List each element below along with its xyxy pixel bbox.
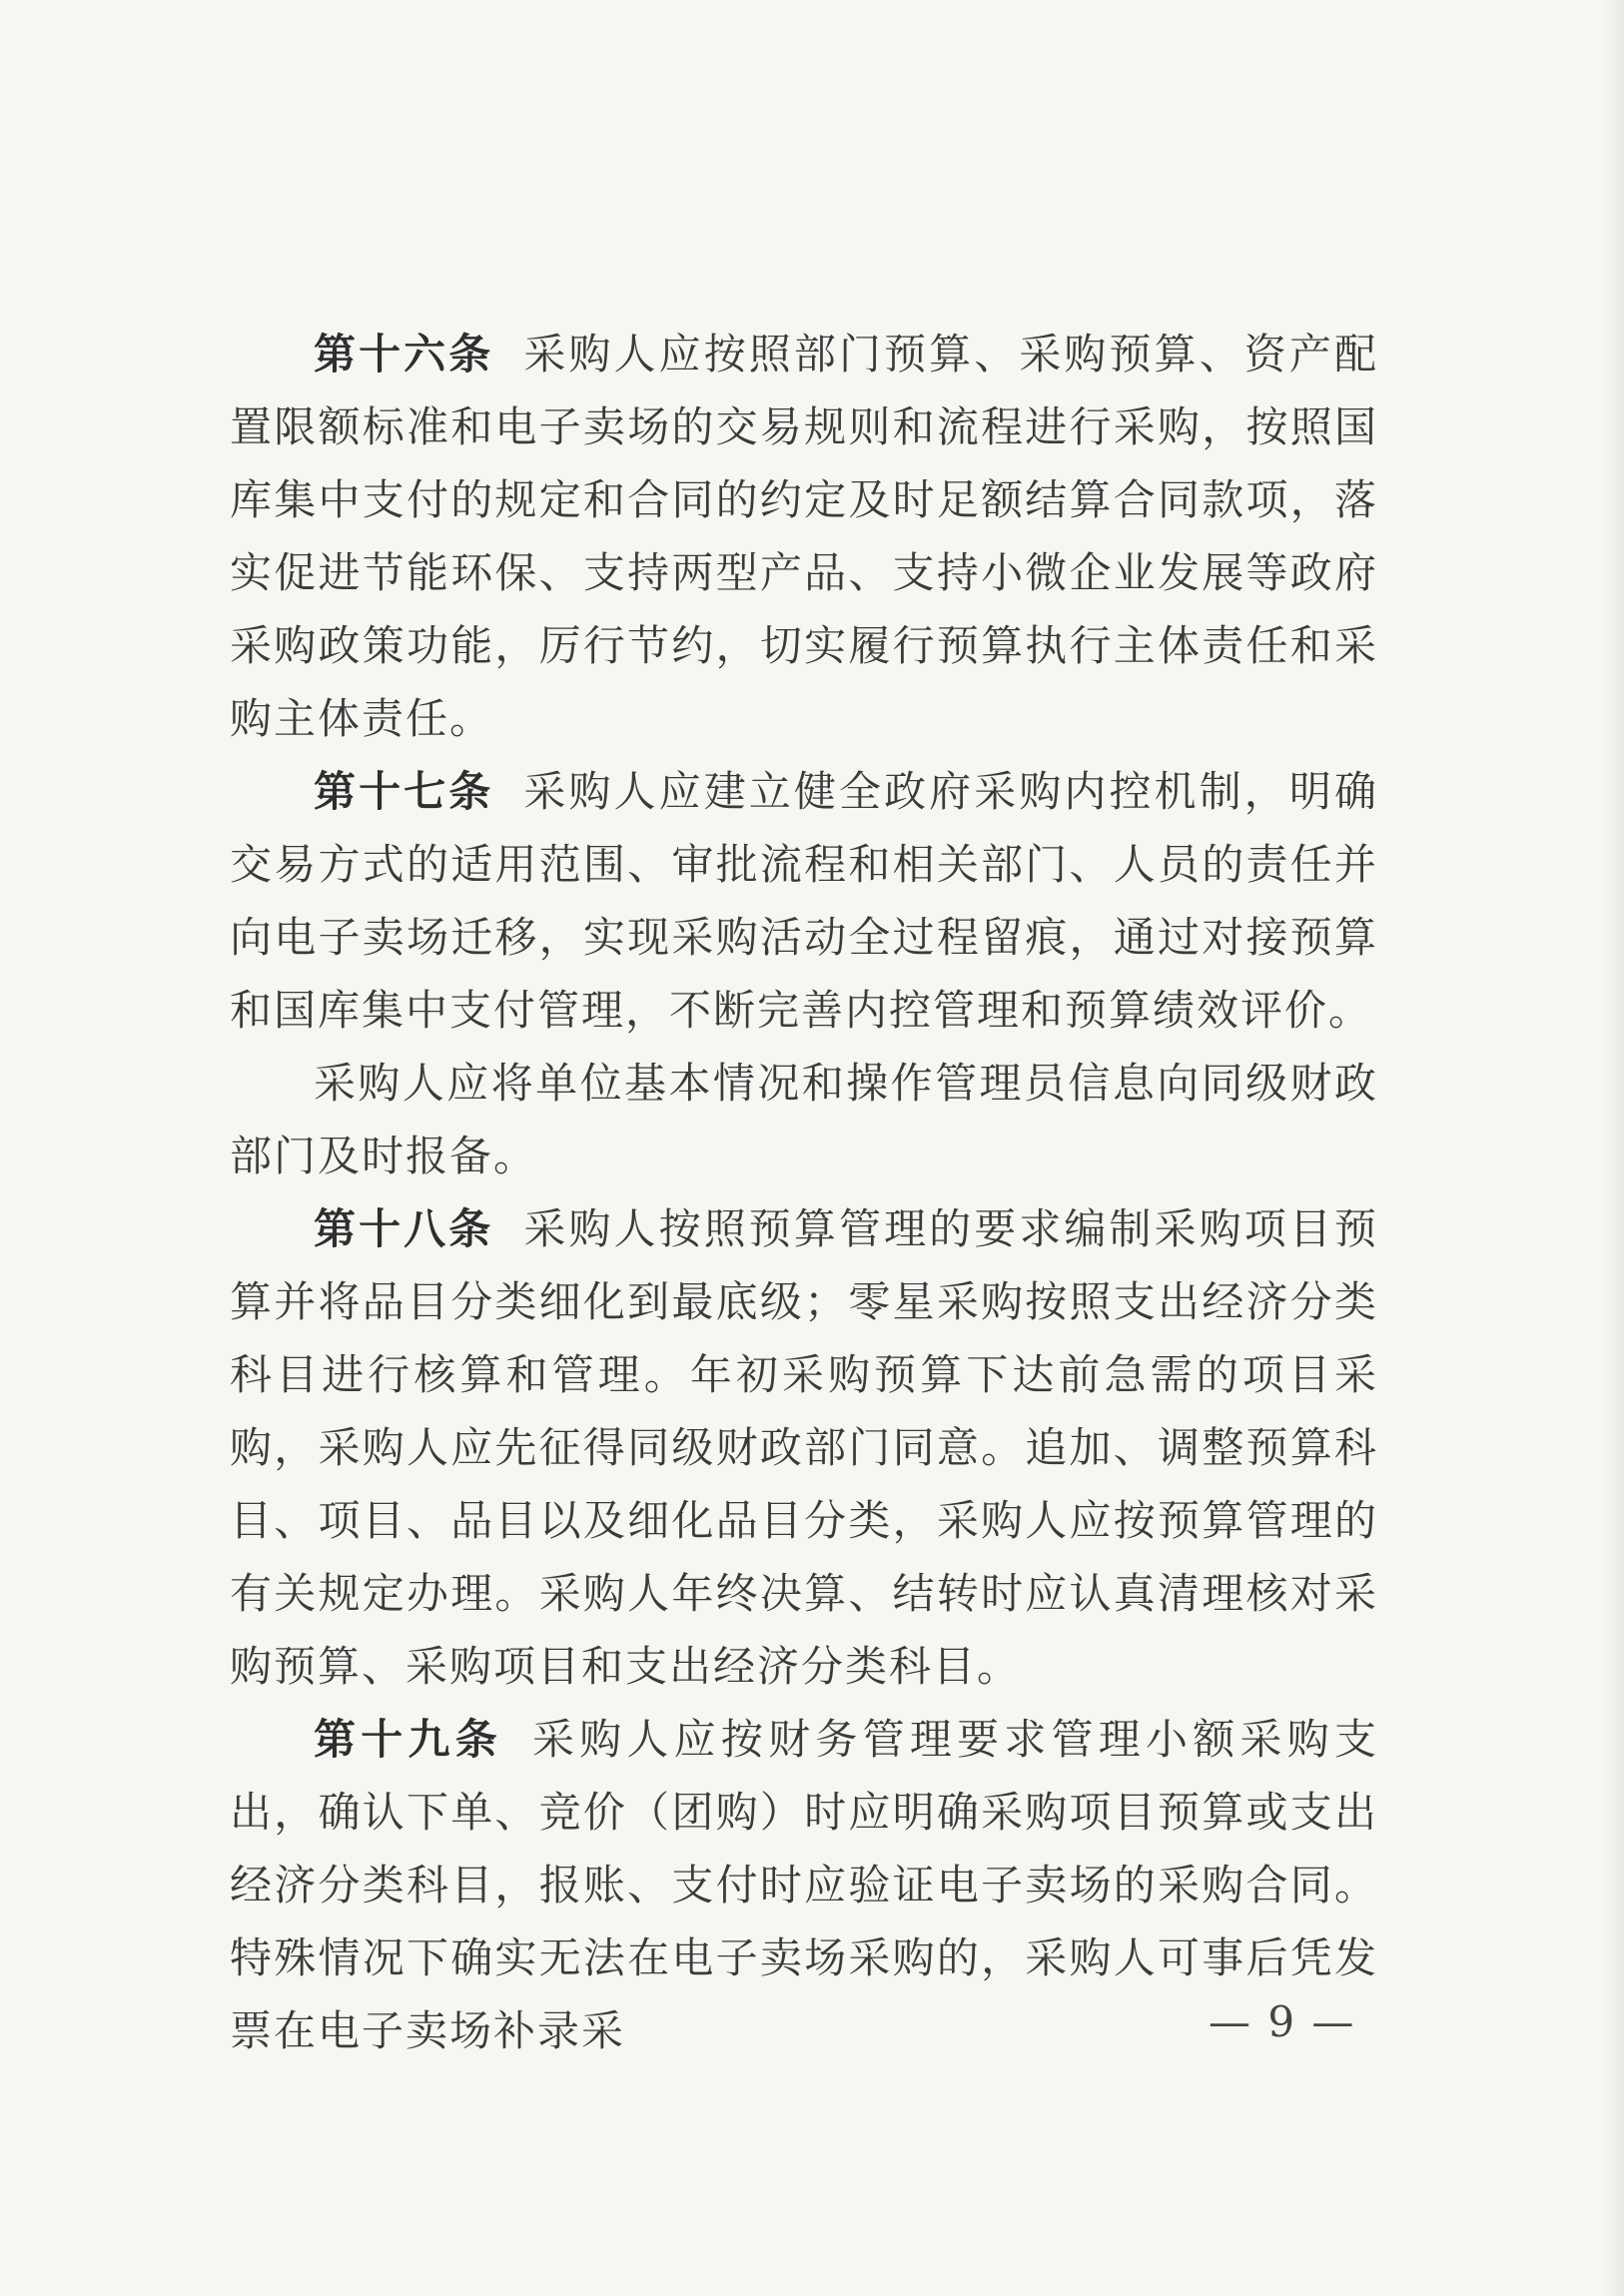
document-body	[230, 318, 1378, 2067]
article-19-text: 采购人应按财务管理要求管理小额采购支出，确认下单、竞价（团购）时应明确采购项目预算或支出经济分类科目，报账、支付时应验证电子卖场的采购合同。特殊情况下确实无法在电子卖场采购的，采购人可事后凭发票在电子卖场补录采	[230, 1715, 1378, 2055]
article-18-text: 采购人按照预算管理的要求编制采购项目预算并将品目分类细化到最底级；零星采购按照支出经济分类科目进行核算和管理。年初采购预算下达前急需的项目采购，采购人应先征得同级财政部门同意。追加、调整预算科目、项目、品目以及细化品目分类，采购人应按预算管理的有关规定办理。采购人年终决算、结转时应认真清理核对采购预算、采购项目和支出经济分类科目。	[230, 1204, 1378, 1691]
article-16-label: 第十六条	[314, 330, 494, 379]
article-17-label: 第十七条	[314, 767, 494, 816]
article-16-paragraph	[230, 318, 1378, 755]
page-number: — 9 —	[1209, 1997, 1356, 2046]
article-18-paragraph	[230, 1192, 1378, 1703]
article-17-continuation-paragraph	[230, 1047, 1378, 1192]
article-18-label: 第十八条	[314, 1204, 494, 1253]
article-17-continuation-text: 采购人应将单位基本情况和操作管理员信息向同级财政部门及时报备。	[230, 1059, 1378, 1180]
page-edge-shadow	[1602, 0, 1624, 2296]
article-17-text: 采购人应建立健全政府采购内控机制，明确交易方式的适用范围、审批流程和相关部门、人员的责任并向电子卖场迁移，实现采购活动全过程留痕，通过对接预算和国库集中支付管理，不断完善内控管理和预算绩效评价。	[230, 767, 1378, 1035]
article-19-label: 第十九条	[314, 1715, 502, 1764]
article-19-paragraph	[230, 1703, 1378, 2067]
article-17-paragraph	[230, 755, 1378, 1047]
article-16-text: 采购人应按照部门预算、采购预算、资产配置限额标准和电子卖场的交易规则和流程进行采购，按照国库集中支付的规定和合同的约定及时足额结算合同款项，落实促进节能环保、支持两型产品、支持小微企业发展等政府采购政策功能，厉行节约，切实履行预算执行主体责任和采购主体责任。	[230, 330, 1378, 743]
